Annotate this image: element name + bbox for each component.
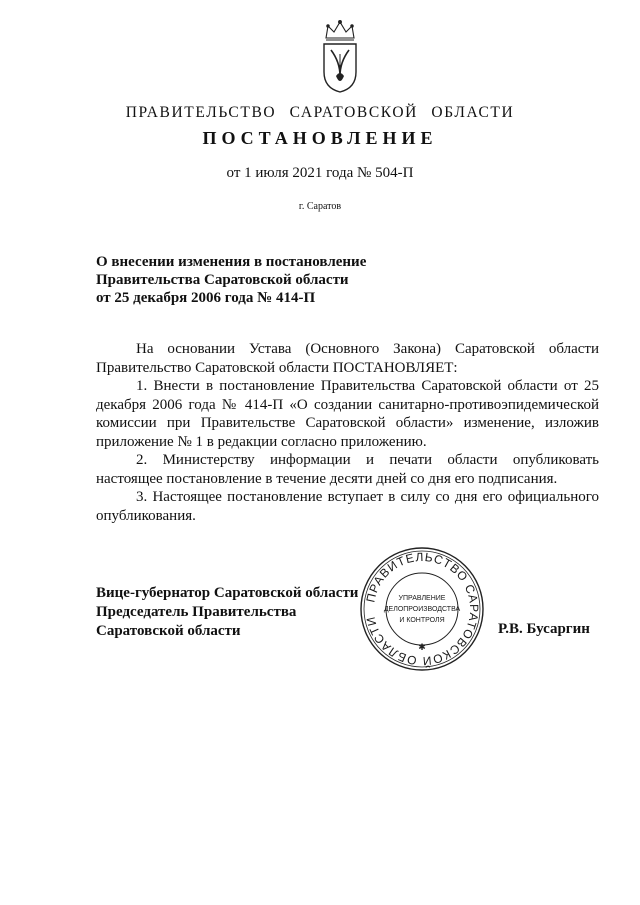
body-intro-paragraph: На основании Устава (Основного Закона) Саратовской области Правительство Саратовской области ПОСТАНОВЛЯЕТ:: [96, 341, 599, 376]
crown-icon: [326, 21, 354, 40]
document-body: [96, 340, 599, 525]
subject-line: О внесении изменения в постановление: [96, 254, 367, 270]
body-item-1: 1. Внести в постановление Правительства Саратовской области от 25 декабря 2006 года № 414-П «О создании санитарно-противоэпидемической комиссии при Правительстве Саратовской области» изменение, изложив приложение № 1 в редакции согласно приложению.: [96, 378, 599, 450]
stamp-center-line: ДЕЛОПРОИЗВОДСТВА: [383, 606, 461, 613]
stamp-ring-text: ПРАВИТЕЛЬСТВО САРАТОВСКОЙ ОБЛАСТИ: [363, 549, 482, 669]
shield-icon: [324, 44, 356, 92]
stamp-center-line: УПРАВЛЕНИЕ: [398, 595, 446, 602]
document-subject: [96, 253, 366, 307]
document-type-title: ПОСТАНОВЛЕНИЕ: [202, 128, 438, 148]
signer-name: Р.В. Бусаргин: [498, 621, 590, 637]
signer-position-line: Председатель Правительства: [96, 604, 297, 620]
star-icon: ✱: [418, 642, 426, 652]
official-stamp: [359, 546, 485, 672]
government-header: ПРАВИТЕЛЬСТВО САРАТОВСКОЙ ОБЛАСТИ: [125, 104, 515, 121]
body-item-3: 3. Настоящее постановление вступает в силу со дня его официального опубликования.: [96, 489, 599, 524]
coat-of-arms-emblem: [318, 18, 362, 94]
signer-position-line: Вице-губернатор Саратовской области: [96, 585, 359, 601]
signer-position: [96, 584, 358, 641]
signer-position-line: Саратовской области: [96, 623, 241, 639]
body-item-2: 2. Министерству информации и печати области опубликовать настоящее постановление в течение десяти дней со дня его подписания.: [96, 452, 599, 487]
subject-line: от 25 декабря 2006 года № 414-П: [96, 290, 316, 306]
document-city: г. Саратов: [298, 201, 342, 212]
stamp-center-line: И КОНТРОЛЯ: [399, 617, 445, 624]
document-date-number: от 1 июля 2021 года № 504-П: [226, 165, 414, 181]
subject-line: Правительства Саратовской области: [96, 272, 349, 288]
